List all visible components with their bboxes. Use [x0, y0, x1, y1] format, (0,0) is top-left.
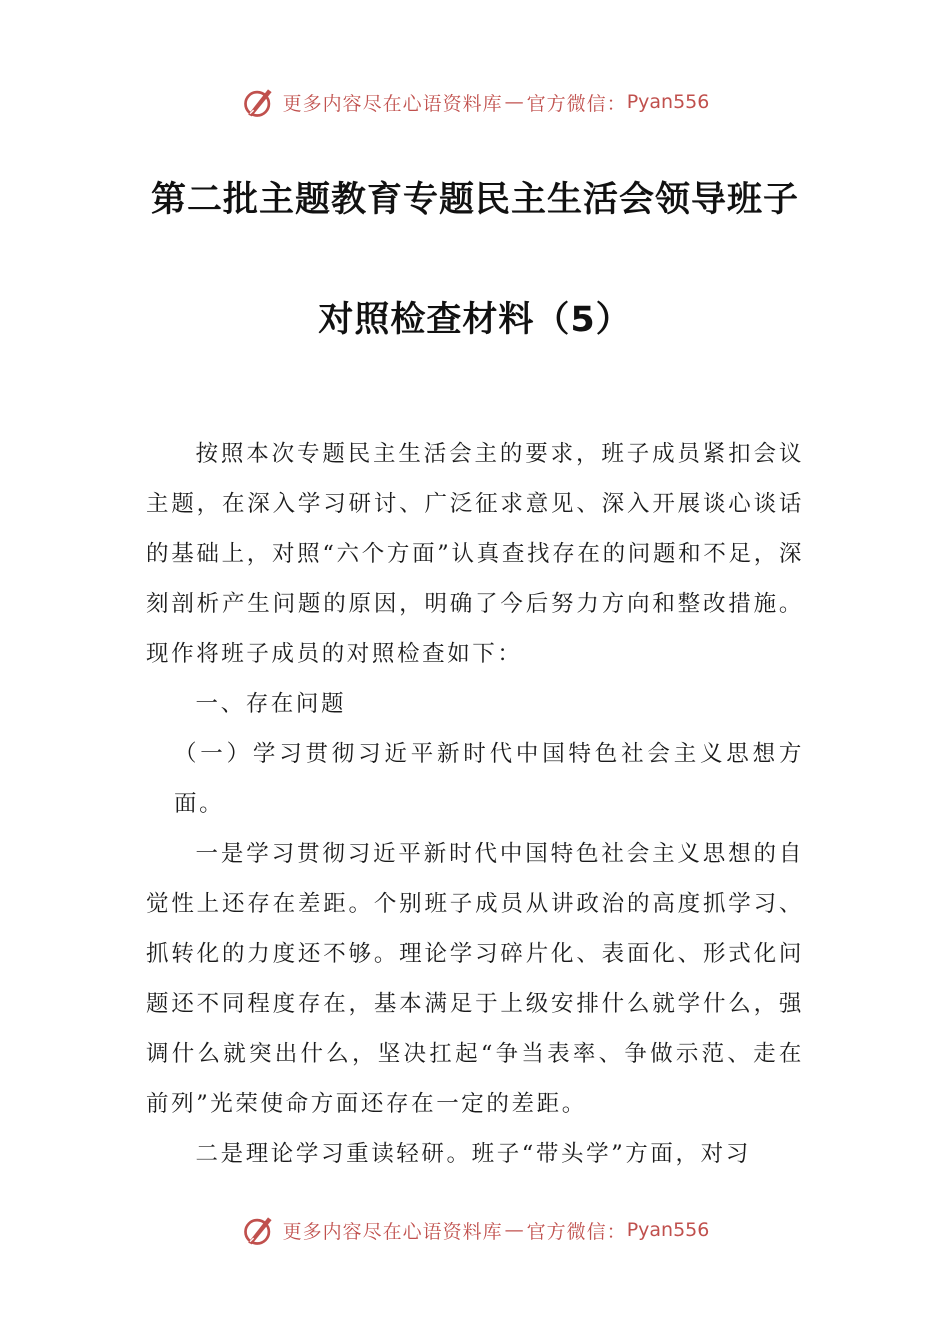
watermark-header [0, 80, 950, 124]
document-body [146, 429, 804, 1179]
quill-pen-circle-icon [241, 1212, 277, 1248]
document-title-line-2: 对照检查材料（5） [318, 300, 632, 340]
watermark-separator: — [504, 91, 525, 113]
watermark-separator: — [504, 1219, 525, 1241]
quill-pen-circle-icon [241, 84, 277, 120]
point-paragraph-2: 二是理论学习重读轻研。班子“带头学”方面，对习 [195, 1141, 751, 1167]
watermark-account: Pyan556 [626, 1219, 710, 1241]
subsection-heading: （一）学习贯彻习近平新时代中国特色社会主义思想方面。 [174, 741, 804, 817]
document-title-line-1: 第二批主题教育专题民主生活会领导班子 [150, 180, 799, 220]
watermark-text: 更多内容尽在心语资料库 [282, 1220, 503, 1243]
point-paragraph-1: 一是学习贯彻习近平新时代中国特色社会主义思想的自觉性上还存在差距。个别班子成员从讲政治的高度抓学习、抓转化的力度还不够。理论学习碎片化、表面化、形式化问题还不同程度存在，基本满足于上级安排什么就学什么，强调什么就突出什么，坚决扛起“争当表率、争做示范、走在前列”光荣使命方面还存在一定的差距。 [146, 841, 804, 1117]
section-heading: 一、存在问题 [195, 691, 347, 717]
watermark-text: 更多内容尽在心语资料库 [282, 92, 503, 115]
intro-paragraph: 按照本次专题民主生活会主的要求，班子成员紧扣会议主题，在深入学习研讨、广泛征求意见、深入开展谈心谈话的基础上，对照“六个方面”认真查找存在的问题和不足，深刻剖析产生问题的原因，明确了今后努力方向和整改措施。现作将班子成员的对照检查如下： [146, 441, 804, 667]
watermark-footer [0, 1208, 950, 1252]
watermark-suffix: 官方微信： [526, 1220, 627, 1243]
watermark-suffix: 官方微信： [526, 92, 627, 115]
watermark-account: Pyan556 [626, 91, 710, 113]
